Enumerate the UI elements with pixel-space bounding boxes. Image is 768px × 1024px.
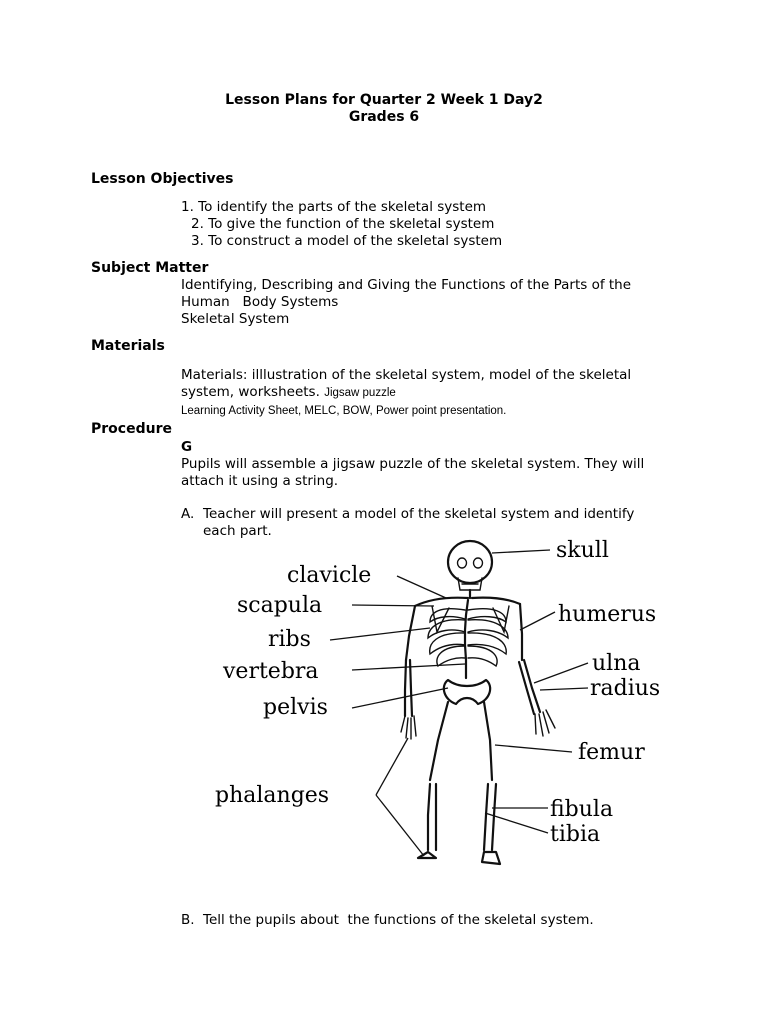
document-title: Lesson Plans for Quarter 2 Week 1 Day2	[225, 92, 543, 108]
materials-line-3: Learning Activity Sheet, MELC, BOW, Power point presentation.	[181, 405, 507, 417]
label-clavicle: clavicle	[287, 563, 372, 588]
objective-item-2: 2. To give the function of the skeletal system	[191, 216, 495, 232]
label-ulna: ulna	[592, 651, 641, 676]
label-scapula: scapula	[237, 593, 323, 618]
subject-matter-line-2: Human Body Systems	[181, 294, 339, 310]
step-b-letter: B.	[181, 912, 195, 928]
document-subtitle: Grades 6	[348, 109, 420, 125]
step-a-line-2: each part.	[203, 523, 272, 539]
objectives-heading: Lesson Objectives	[91, 171, 234, 187]
label-radius: radius	[590, 676, 661, 701]
label-skull: skull	[556, 538, 609, 563]
procedure-para-line-1: Pupils will assemble a jigsaw puzzle of the skeletal system. They will	[181, 456, 645, 472]
skeleton-figure	[401, 541, 555, 864]
subject-matter-heading: Subject Matter	[91, 260, 209, 276]
procedure-heading: Procedure	[91, 421, 172, 437]
step-b-text: Tell the pupils about the functions of the skeletal system.	[203, 912, 594, 928]
step-a-line-1: Teacher will present a model of the skeletal system and identify	[203, 506, 635, 522]
objective-item-3: 3. To construct a model of the skeletal system	[191, 233, 503, 249]
step-a-letter: A.	[181, 506, 195, 522]
procedure-para-line-2: attach it using a string.	[181, 473, 339, 489]
subject-matter-line-1: Identifying, Describing and Giving the Functions of the Parts of the	[181, 277, 632, 293]
procedure-marker: G	[181, 439, 193, 455]
materials-line-1: Materials: illlustration of the skeletal system, model of the skeletal	[181, 367, 632, 383]
subject-matter-line-3: Skeletal System	[181, 311, 290, 327]
label-vertebra: vertebra	[223, 659, 319, 684]
materials-jigsaw: Jigsaw puzzle	[324, 387, 396, 399]
label-fibula: fibula	[550, 797, 614, 822]
materials-line-2-text: system, worksheets.	[181, 384, 320, 400]
objective-item-1: 1. To identify the parts of the skeletal system	[181, 199, 487, 215]
label-ribs: ribs	[268, 627, 311, 652]
label-pelvis: pelvis	[263, 695, 328, 720]
materials-heading: Materials	[91, 338, 165, 354]
label-tibia: tibia	[550, 822, 601, 847]
label-phalanges: phalanges	[215, 783, 330, 808]
label-femur: femur	[578, 740, 645, 765]
label-humerus: humerus	[558, 602, 657, 627]
